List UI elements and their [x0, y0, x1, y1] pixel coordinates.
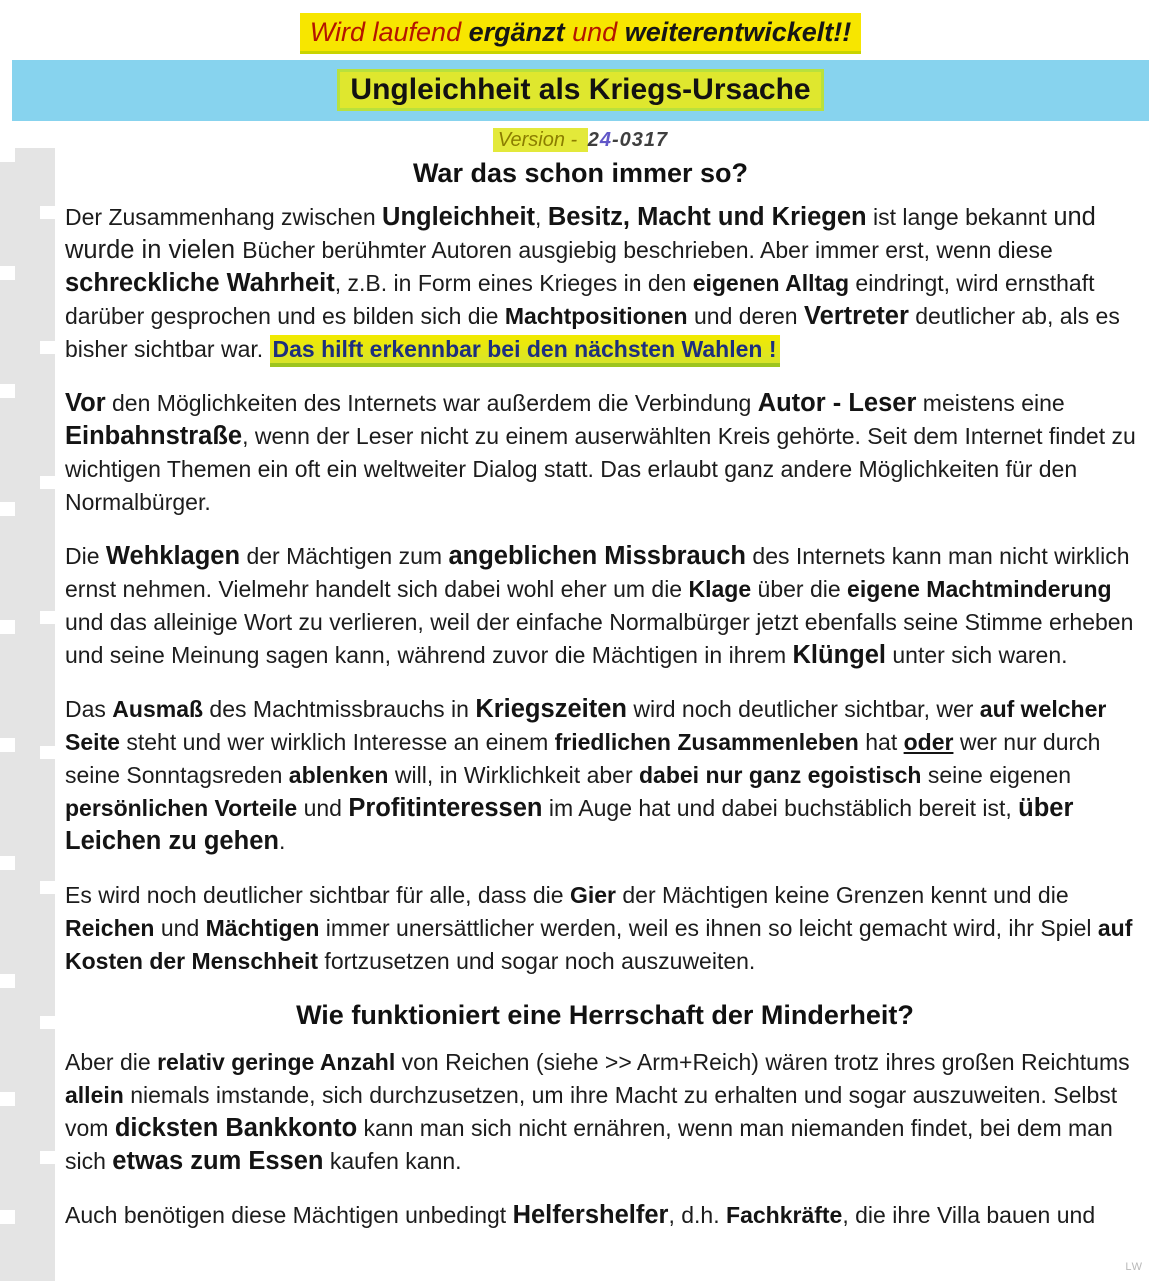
text-segment: Gier [569, 882, 616, 908]
text-segment: kaufen kann. [323, 1148, 462, 1174]
text-segment: weiterentwickelt!! [624, 17, 852, 47]
version-label: Version - [493, 128, 588, 152]
text-segment: Wehklagen [105, 542, 241, 570]
text-segment: friedlichen Zusammenleben [554, 729, 859, 755]
scan-artifact-strip [0, 148, 55, 1281]
paragraph [65, 1046, 1145, 1178]
text-segment: , [535, 204, 548, 230]
text-segment: -0317 [611, 129, 669, 151]
text-segment: und wurde in vielen [65, 203, 1096, 264]
text-segment: Bücher berühmter Autoren ausgiebig beschrieben. Aber immer erst, wenn diese [242, 237, 1053, 263]
text-segment: will, in Wirklichkeit aber [388, 762, 639, 788]
text-segment: niemals imstande, sich durchzusetzen, um ihre Macht zu erhalten und sogar auszuweiten. Selbst vom [65, 1082, 1118, 1141]
text-segment: . [278, 828, 286, 854]
text-segment: Ungleichheit [382, 203, 536, 231]
text-segment: auf Kosten der Menschheit [65, 915, 1133, 974]
text-segment: Einbahnstraße [65, 422, 243, 450]
text-segment: und [297, 795, 349, 821]
section-2 [65, 1046, 1145, 1232]
text-segment: Vor [65, 389, 106, 417]
version-number [588, 129, 668, 151]
text-segment: Autor - Leser [757, 389, 917, 417]
text-segment: kann man sich nicht ernähren, wenn man niemanden findet, bei dem man sich [65, 1115, 1113, 1174]
section-heading-2: Wie funktioniert eine Herrschaft der Minderheit? [296, 1000, 914, 1030]
text-segment: , die ihre Villa bauen und [842, 1202, 1096, 1228]
text-segment: Besitz, Macht und Kriegen [547, 203, 867, 231]
paragraph [65, 693, 1145, 858]
text-segment: und [564, 17, 625, 47]
document-title: Ungleichheit als Kriegs-Ursache [340, 72, 820, 108]
text-segment: wird noch deutlicher sichtbar, wer [626, 696, 980, 722]
text-segment: persönlichen Vorteile [65, 795, 298, 821]
text-segment: Wird laufend [309, 17, 469, 47]
text-segment: Es wird noch deutlicher sichtbar für alle, dass die [65, 882, 570, 908]
text-segment: 4 [599, 129, 612, 151]
paragraph [65, 879, 1145, 978]
text-segment: im Auge hat und dabei buchstäblich bereit ist, [542, 795, 1019, 821]
text-segment: eigenen Alltag [692, 270, 850, 296]
text-segment: , d.h. [668, 1202, 727, 1228]
paragraph [65, 1199, 1145, 1232]
text-segment: des Machtmissbrauchs in [203, 696, 476, 722]
paragraph [65, 387, 1145, 519]
text-segment: dabei nur ganz egoistisch [639, 762, 922, 788]
section-1 [65, 201, 1145, 978]
text-segment: Kriegszeiten [475, 695, 627, 723]
text-segment: etwas zum Essen [112, 1147, 324, 1175]
text-segment: wer nur durch seine Sonntagsreden [65, 729, 1101, 788]
text-segment: Das hilft erkennbar bei den nächsten Wahlen ! [270, 335, 780, 367]
text-segment: Die [65, 543, 106, 569]
text-segment: ist lange bekannt [866, 204, 1054, 230]
text-segment: dicksten Bankkonto [114, 1114, 358, 1142]
text-segment: Helfershelfer [512, 1201, 669, 1229]
text-segment: und das alleinige Wort zu verlieren, weil der einfache Normalbürger jetzt ebenfalls seine Stimme erheben und seine Meinung sagen kann, während zuvor die Mächtigen in ihrem [65, 609, 1134, 668]
text-segment: meistens eine [916, 390, 1065, 416]
text-segment: relativ geringe Anzahl [157, 1049, 396, 1075]
text-segment: des Internets kann man nicht wirklich ernst nehmen. Vielmehr handelt sich dabei wohl eher um die [65, 543, 1130, 602]
text-segment: und deren [687, 303, 804, 329]
text-segment: Fachkräfte [726, 1202, 843, 1228]
text-segment: angeblichen Missbrauch [448, 542, 747, 570]
paragraph [65, 201, 1145, 366]
text-segment: , z.B. in Form eines Krieges in den [334, 270, 693, 296]
text-segment: eindringt, wird ernsthaft darüber gesprochen und es bilden sich die [65, 270, 1095, 329]
text-segment: über die [751, 576, 848, 602]
section-heading-1: War das schon immer so? [412, 158, 749, 188]
text-segment: und [154, 915, 206, 941]
text-segment: Profitinteressen [348, 794, 543, 822]
text-segment: 2 [587, 129, 600, 151]
text-segment: fortzusetzen und sogar noch auszuweiten. [318, 948, 756, 974]
text-segment: allein [65, 1082, 124, 1108]
text-segment: ergänzt [468, 17, 565, 47]
text-segment: über Leichen zu gehen [65, 794, 1074, 855]
text-segment: seine eigenen [921, 762, 1072, 788]
text-segment: den Möglichkeiten des Internets war außerdem die Verbindung [105, 390, 758, 416]
text-segment: oder [903, 729, 954, 755]
text-segment: ablenken [288, 762, 389, 788]
text-segment: Das [65, 696, 113, 722]
body-content [65, 201, 1145, 1232]
text-segment: steht und wer wirklich Interesse an einem [119, 729, 555, 755]
text-segment: Klüngel [792, 641, 886, 669]
text-segment: hat [858, 729, 904, 755]
text-segment: Reichen [65, 915, 155, 941]
paragraph [65, 540, 1145, 672]
text-segment: eigene Machtminderung [847, 576, 1112, 602]
corner-watermark: LW [1125, 1261, 1143, 1273]
text-segment: Klage [688, 576, 752, 602]
text-segment: unter sich waren. [886, 642, 1068, 668]
text-segment: Ausmaß [112, 696, 204, 722]
text-segment: auf welcher Seite [65, 696, 1107, 755]
notice-row [0, 0, 1161, 54]
update-notice [300, 13, 862, 54]
text-segment: Auch benötigen diese Mächtigen unbedingt [65, 1202, 513, 1228]
text-segment: von Reichen (siehe >> Arm+Reich) wären trotz ihres großen Reichtums [395, 1049, 1130, 1075]
text-segment: Vertreter [803, 302, 909, 330]
text-segment: immer unersättlicher werden, weil es ihnen so leicht gemacht wird, ihr Spiel [319, 915, 1098, 941]
text-segment: Machtpositionen [504, 303, 688, 329]
text-segment: Aber die [65, 1049, 158, 1075]
text-segment: der Mächtigen keine Grenzen kennt und die [616, 882, 1069, 908]
text-segment: Mächtigen [205, 915, 320, 941]
text-segment: Der Zusammenhang zwischen [65, 204, 383, 230]
text-segment: der Mächtigen zum [240, 543, 449, 569]
version-line [0, 129, 1161, 152]
title-banner [12, 60, 1149, 121]
text-segment: schreckliche Wahrheit [65, 269, 335, 297]
text-segment: , wenn der Leser nicht zu einem auserwählten Kreis gehörte. Seit dem Internet findet zu wichtigen Themen ein oft ein weltweiter Dialog statt. Das erlaubt ganz andere Möglichkeiten für den Normalbürger. [65, 423, 1136, 515]
text-segment: deutlicher ab, als es bisher sichtbar war. [65, 303, 1120, 362]
